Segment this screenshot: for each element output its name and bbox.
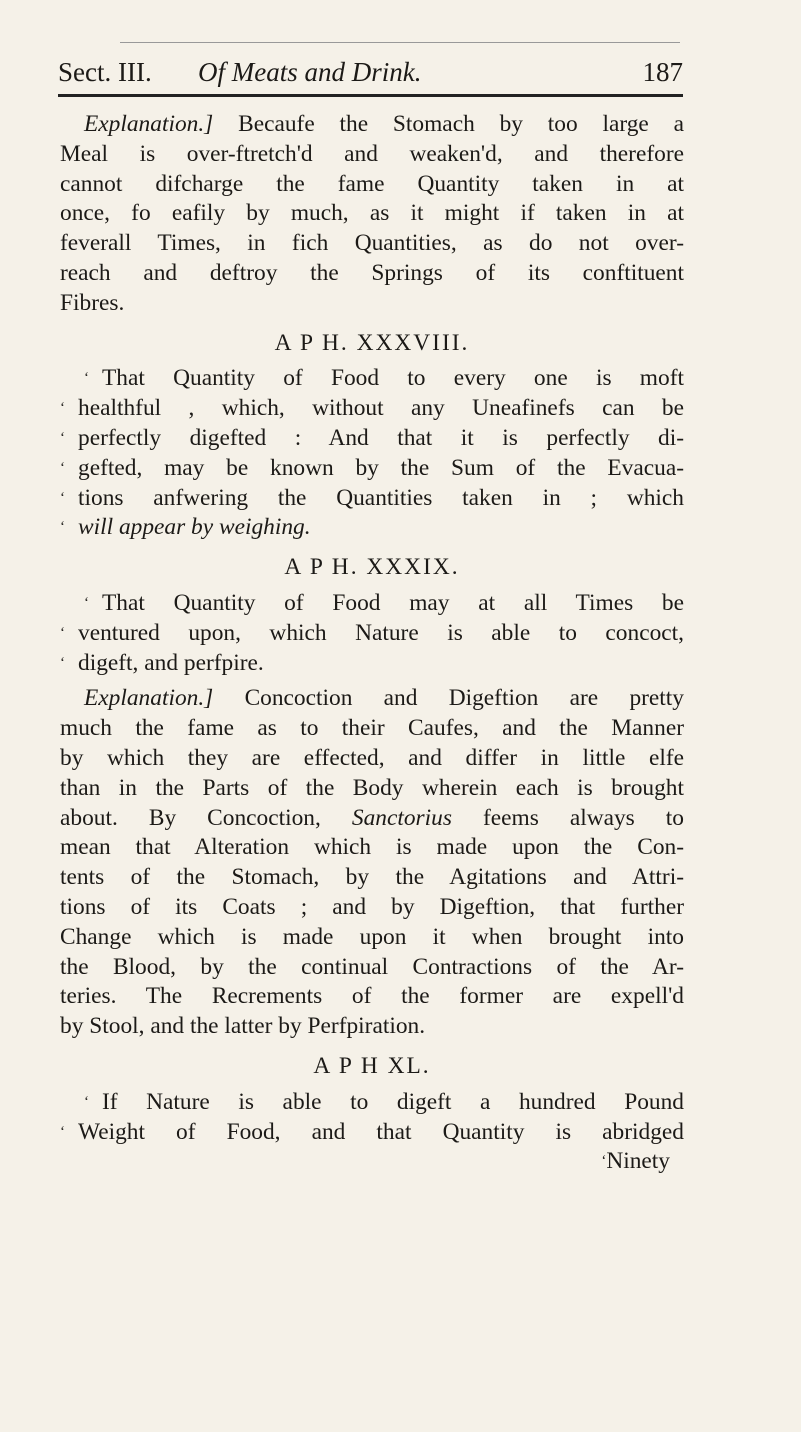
text-span: Becaufe the Stomach by too large a [213, 111, 684, 137]
text-line [60, 454, 684, 484]
text-span: feems always to [451, 804, 685, 831]
text-line [60, 1118, 684, 1148]
text-line: by Stool, and the latter by Perfpiration. [60, 1013, 426, 1040]
text-line: feverall Times, in fich Quantities, as do not over- [60, 230, 684, 257]
text-line: than in the Parts of the Body wherein each is brought [60, 774, 684, 801]
text-span: digeft, and perfpire. [78, 649, 264, 676]
running-header [58, 52, 683, 92]
text-span: will appear by weighing. [78, 514, 311, 541]
text-line [60, 424, 684, 454]
text-line [60, 1088, 684, 1118]
quote-mark: ‘ [60, 624, 65, 641]
text-line [60, 804, 684, 834]
catchword: Ninety [606, 1148, 670, 1175]
quote-mark: ‘ [84, 370, 89, 387]
running-title: Of Meats and Drink. [198, 57, 422, 87]
text-line: by which they are effected, and differ in little elfe [60, 744, 684, 771]
header-rule [58, 94, 683, 97]
quote-mark: ‘ [60, 489, 65, 506]
text-line: teries. The Recrements of the former are expell'd [60, 983, 684, 1010]
aphorism-heading: A P H. XXXIX. [284, 554, 460, 581]
quote-mark: ‘ [601, 1153, 607, 1170]
quote-mark: ‘ [60, 519, 65, 536]
text-line: tents of the Stomach, by the Agitations and Attri- [60, 864, 684, 891]
text-line [60, 110, 684, 140]
quote-mark: ‘ [60, 459, 65, 476]
text-line: Fibres. [60, 289, 125, 316]
text-line [60, 619, 684, 649]
text-span: That Quantity of Food may at all Times be [102, 589, 684, 616]
text-line: cannot difcharge the fame Quantity taken in at [60, 170, 684, 197]
text-span: gefted, may be known by the Sum of the Evacua- [78, 454, 684, 481]
text-line [60, 589, 684, 619]
text-line: the Blood, by the continual Contractions of the Ar- [60, 953, 684, 980]
quote-mark: ‘ [84, 1093, 89, 1110]
text-span: Concoction and Digeftion are pretty [213, 685, 684, 712]
text-line: Meal is over-ftretch'd and weaken'd, and therefore [60, 140, 684, 167]
text-line: much the fame as to their Caufes, and the Manner [60, 715, 684, 742]
quote-mark: ‘ [60, 429, 65, 446]
text-span: If Nature is able to digeft a hundred Pound [102, 1088, 684, 1115]
text-span: tions anfwering the Quantities taken in ; which [78, 484, 684, 511]
quote-mark: ‘ [84, 594, 89, 611]
quote-mark: ‘ [60, 400, 65, 417]
top-border [120, 42, 680, 43]
aphorism-heading: A P H XL. [313, 1052, 431, 1079]
explanation-label: Explanation.] [84, 111, 214, 137]
page-number: 187 [642, 57, 683, 87]
text-line [60, 513, 684, 543]
aphorism-heading: A P H. XXXVIII. [274, 329, 470, 356]
text-span: about. By Concoction, [60, 804, 352, 831]
text-span: Weight of Food, and that Quantity is abridged [78, 1118, 684, 1145]
text-line [60, 394, 684, 424]
text-line: once, fo eafily by much, as it might if taken in at [60, 200, 684, 227]
text-line: reach and deftroy the Springs of its conftituent [60, 259, 684, 286]
section-label: Sect. III. [58, 57, 152, 87]
text-span: ventured upon, which Nature is able to concoct, [78, 619, 684, 646]
text-line [60, 484, 684, 514]
quote-mark: ‘ [60, 654, 65, 671]
author-name: Sanctorius [351, 804, 452, 831]
text-span: That Quantity of Food to every one is moft [102, 365, 684, 392]
text-line [60, 649, 684, 679]
quote-mark: ‘ [60, 1123, 65, 1140]
catchword-line [60, 1147, 684, 1177]
text-line: Change which is made upon it when brought into [60, 923, 684, 950]
text-line: mean that Alteration which is made upon the Con- [60, 834, 684, 861]
text-line: tions of its Coats ; and by Digeftion, that further [60, 893, 684, 920]
text-span: healthful , which, without any Uneafinefs can be [78, 395, 684, 422]
text-line [60, 364, 684, 394]
text-line [60, 684, 684, 714]
explanation-label: Explanation.] [84, 685, 214, 712]
body-text [60, 110, 684, 1177]
text-span: perfectly digefted : And that it is perfectly di- [78, 424, 684, 451]
